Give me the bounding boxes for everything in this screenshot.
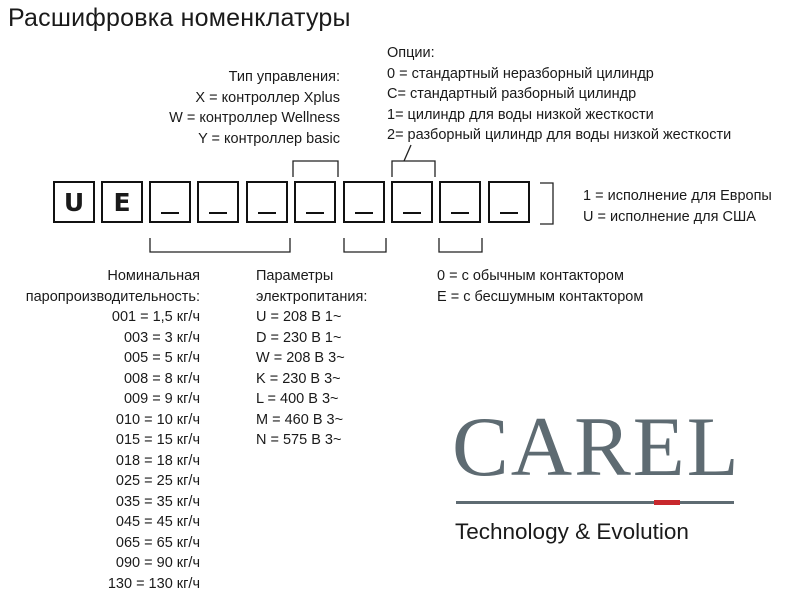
capacity-bracket [150,238,290,252]
capacity-item: 035 = 35 кг/ч [115,493,200,510]
code-box-8 [391,181,433,223]
code-box-6 [294,181,336,223]
capacity-legend [26,266,200,594]
options-bracket [392,161,435,177]
contactor-item: 0 = с обычным контактором [437,268,624,284]
capacity-item: 001 = 1,5 кг/ч [111,309,200,325]
power-item: N = 575 В 3~ [256,432,342,448]
capacity-item: 090 = 90 кг/ч [115,555,200,571]
power-legend [256,266,367,451]
capacity-item: 003 = 3 кг/ч [123,329,200,346]
code-box-1: U [53,181,95,223]
contactor-bracket [439,238,482,252]
capacity-item: 005 = 5 кг/ч [123,350,200,366]
capacity-item: 130 = 130 кг/ч [107,575,200,592]
control-type-item: X = контроллер Xplus [195,89,340,106]
power-bracket [344,238,386,252]
control-type-item: W = контроллер Wellness [169,110,340,126]
page-title: Расшифровка номенклатуры [8,4,351,32]
code-box-9 [439,181,481,223]
power-item: U = 208 В 1~ [256,309,342,325]
carel-wordmark: CAREL [452,400,741,494]
control-type-heading: Тип управления: [228,69,340,85]
power-heading: электропитания: [256,288,368,305]
contactor-item: E = с бесшумным контактором [437,288,644,305]
carel-rule [456,501,734,504]
capacity-item: 009 = 9 кг/ч [123,391,200,407]
options-heading: Опции: [387,45,435,61]
options-item: 1= цилиндр для воды низкой жесткости [387,106,654,123]
power-item: D = 230 В 1~ [256,329,342,346]
capacity-heading: паропроизводительность: [25,288,200,305]
options-item: C= стандартный разборный цилиндр [387,86,637,102]
options-item: 2= разборный цилиндр для воды низкой жесткости [387,127,732,143]
control-type-legend [169,67,340,149]
code-box-4 [197,181,239,223]
options-item: 0 = стандартный неразборный цилиндр [387,65,654,82]
version-legend [583,186,772,227]
capacity-item: 008 = 8 кг/ч [123,370,200,387]
code-box-2: E [101,181,143,223]
contactor-legend [437,266,643,307]
capacity-item: 015 = 15 кг/ч [115,432,200,448]
carel-logo [452,397,742,557]
code-box-7 [343,181,385,223]
options-legend [387,43,731,146]
power-heading: Параметры [256,268,334,284]
code-box-5 [246,181,288,223]
power-item: L = 400 В 3~ [256,391,339,407]
power-item: M = 460 В 3~ [256,411,344,428]
capacity-item: 045 = 45 кг/ч [115,514,200,530]
code-box-3 [149,181,191,223]
capacity-item: 010 = 10 кг/ч [115,411,200,428]
version-item: 1 = исполнение для Европы [583,188,772,204]
power-item: K = 230 В 3~ [256,370,341,387]
capacity-heading: Номинальная [107,268,200,284]
power-item: W = 208 В 3~ [256,350,345,366]
carel-accent [654,500,680,505]
carel-tagline: Technology & Evolution [455,519,689,544]
version-item: U = исполнение для США [583,208,756,225]
options-leader [404,145,411,161]
control-type-item: Y = контроллер basic [198,130,340,147]
code-box-10 [488,181,530,223]
capacity-item: 065 = 65 кг/ч [115,534,200,551]
version-bracket [540,183,553,224]
capacity-item: 025 = 25 кг/ч [115,473,200,489]
capacity-item: 018 = 18 кг/ч [115,452,200,469]
control-type-bracket [293,161,338,177]
